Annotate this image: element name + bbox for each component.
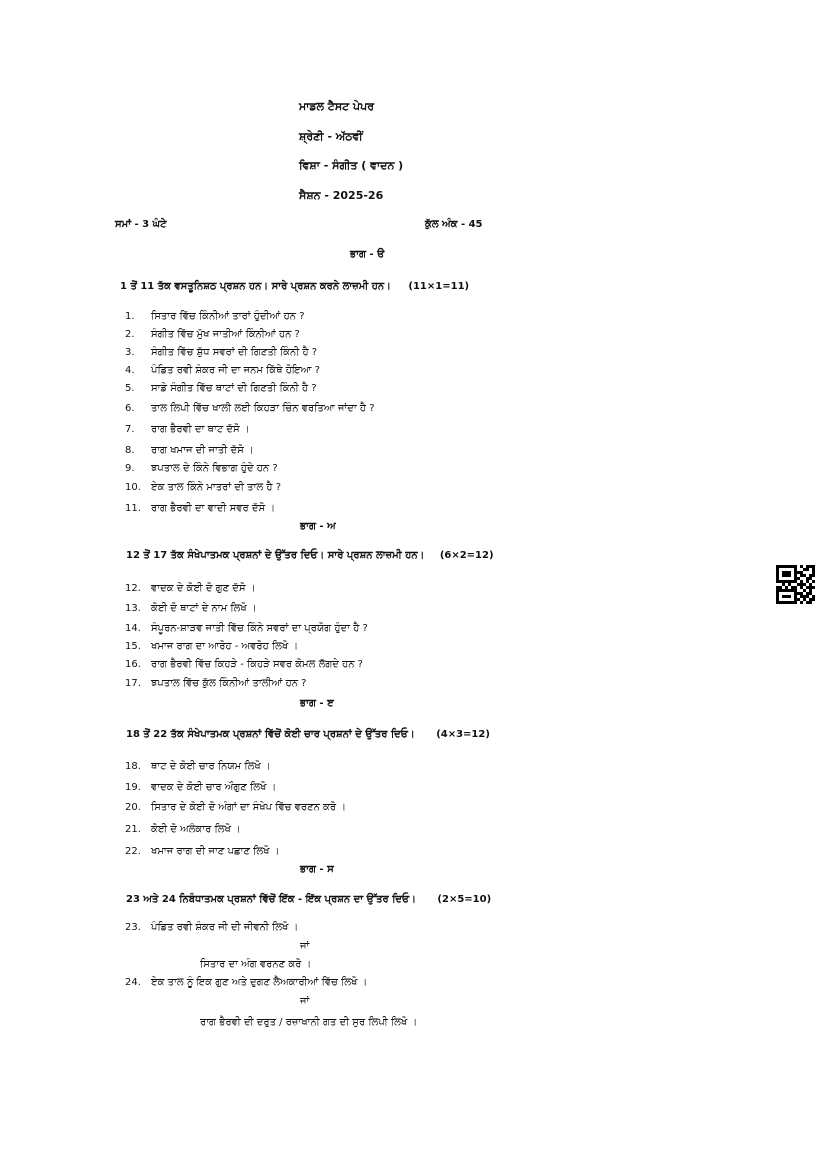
question-number: 7.	[125, 424, 135, 435]
question-number: 22.	[125, 846, 141, 857]
question-text: ਸਾਡੇ ਸੰਗੀਤ ਵਿੱਚ ਥਾਟਾਂ ਦੀ ਗਿਣਤੀ ਕਿੰਨੀ ਹੈ ?	[151, 383, 317, 394]
section-a-instruction	[120, 281, 469, 292]
question-number: 10.	[125, 482, 141, 493]
question-text: ਕੋਈ ਦੋ ਅਲੰਕਾਰ ਲਿਖੋ ।	[151, 824, 241, 835]
question-text: ਕੋਈ ਦੋ ਥਾਟਾਂ ਦੇ ਨਾਮ ਲਿਖੋ ।	[151, 603, 257, 614]
question-text: ਥਾਟ ਦੇ ਕੋਈ ਚਾਰ ਨਿਯਮ ਲਿਖੋ ।	[151, 761, 271, 772]
question-item	[125, 482, 281, 493]
section-d-instruction	[126, 894, 491, 905]
section-d-marks: (2×5=10)	[437, 894, 492, 905]
question-item	[125, 583, 255, 594]
question-number: 18.	[125, 761, 141, 772]
question-number: 12.	[125, 583, 141, 594]
question-item	[125, 503, 275, 514]
question-number: 13.	[125, 603, 141, 614]
question-text: ਰਾਗ ਭੈਰਵੀ ਦਾ ਵਾਦੀ ਸਵਰ ਦੱਸੋ ।	[151, 503, 276, 514]
question-24	[125, 977, 367, 988]
question-number: 17.	[125, 678, 141, 689]
question-text: ਪੰਡਿਤ ਰਵੀ ਸ਼ੰਕਰ ਜੀ ਦਾ ਜਨਮ ਕਿੱਥੇ ਹੋਇਆ ?	[151, 365, 320, 376]
question-number: 2.	[125, 329, 135, 340]
question-number: 19.	[125, 782, 141, 793]
question-text: ਰਾਗ ਭੈਰਵੀ ਦਾ ਥਾਟ ਦੱਸੋ ।	[151, 424, 250, 435]
question-item	[125, 782, 276, 793]
question-text: ਝਪਤਾਲ ਵਿੱਚ ਕੁੱਲ ਕਿੰਨੀਆਂ ਤਾਲੀਆਂ ਹਨ ?	[151, 678, 307, 689]
question-number: 16.	[125, 659, 141, 670]
question-text: ਝਪਤਾਲ ਦੇ ਕਿੰਨੇ ਵਿਭਾਗ ਹੁੰਦੇ ਹਨ ?	[151, 463, 278, 474]
question-text: ਖਮਾਜ ਰਾਗ ਦੀ ਜਾਣ ਪਛਾਣ ਲਿਖੋ ।	[151, 846, 280, 857]
question-item	[125, 824, 241, 835]
question-23-alternative: ਸਿਤਾਰ ਦਾ ਅੰਗ ਵਰਨਣ ਕਰੋ ।	[200, 959, 312, 970]
question-text: ਖਮਾਜ ਰਾਗ ਦਾ ਆਰੋਹ - ਅਵਰੋਹ ਲਿਖੋ ।	[151, 641, 299, 652]
time-allowed: ਸਮਾਂ - 3 ਘੰਟੇ	[115, 219, 167, 230]
question-text: ਵਾਦਕ ਦੇ ਕੋਈ ਚਾਰ ਔਗੁਣ ਲਿਖੋ ।	[151, 782, 277, 793]
section-c-instruction	[126, 729, 490, 740]
question-item	[125, 445, 254, 456]
question-item	[125, 641, 298, 652]
question-text: ਰਾਗ ਖਮਾਜ ਦੀ ਜਾਤੀ ਦੱਸੋ ।	[151, 445, 254, 456]
question-number: 21.	[125, 824, 141, 835]
question-text: ਸੰਗੀਤ ਵਿੱਚ ਮੁੱਖ ਜਾਤੀਆਂ ਕਿੰਨੀਆਂ ਹਨ ?	[151, 329, 300, 340]
question-number: 8.	[125, 445, 135, 456]
question-item	[125, 424, 250, 435]
question-number: 23.	[125, 922, 141, 933]
question-text: ਏਕ ਤਾਲ ਨੂੰ ਇਕ ਗੁਣ ਅਤੇ ਦੁਗਣ ਲੈਅਕਾਰੀਆਂ ਵਿੱਚ ਲਿਖੋ ।	[151, 977, 368, 988]
question-item	[125, 659, 363, 670]
question-text: ਏਕ ਤਾਲ ਕਿੰਨੇ ਮਾਤਰਾਂ ਦੀ ਤਾਲ ਹੈ ?	[151, 482, 281, 493]
question-number: 24.	[125, 977, 141, 988]
section-c-instruction-text: 18 ਤੋਂ 22 ਤੱਕ ਸੰਖੇਪਾਤਮਕ ਪ੍ਰਸ਼ਨਾਂ ਵਿੱਚੋਂ ਕੋਈ ਚਾਰ ਪ੍ਰਸ਼ਨਾਂ ਦੇ ਉੱਤਰ ਦਿਓ।	[126, 729, 415, 740]
question-item	[125, 846, 279, 857]
question-number: 15.	[125, 641, 141, 652]
question-number: 6.	[125, 403, 135, 414]
question-item	[125, 678, 306, 689]
question-item	[125, 403, 375, 414]
question-item	[125, 383, 317, 394]
question-item	[125, 329, 300, 340]
question-item	[125, 802, 346, 813]
question-number: 3.	[125, 347, 135, 358]
subject-line: ਵਿਸ਼ਾ - ਸੰਗੀਤ ( ਵਾਦਨ )	[299, 159, 404, 172]
section-c-title: ਭਾਗ - ੲ	[300, 698, 334, 709]
section-d-instruction-text: 23 ਅਤੇ 24 ਨਿਬੰਧਾਤਮਕ ਪ੍ਰਸ਼ਨਾਂ ਵਿੱਚੋਂ ਇੱਕ - ਇੱਕ ਪ੍ਰਸ਼ਨ ਦਾ ਉੱਤਰ ਦਿਓ।	[126, 894, 416, 905]
session-line: ਸੈਸ਼ਨ - 2025-26	[299, 189, 384, 202]
question-text: ਸਿਤਾਰ ਵਿੱਚ ਕਿੰਨੀਆਂ ਤਾਰਾਂ ਹੁੰਦੀਆਂ ਹਨ ?	[151, 311, 305, 322]
question-text: ਵਾਦਕ ਦੇ ਕੋਈ ਦੋ ਗੁਣ ਦੱਸੋ ।	[151, 583, 256, 594]
question-number: 5.	[125, 383, 135, 394]
question-item	[125, 347, 317, 358]
section-b-instruction	[126, 550, 494, 561]
question-text: ਸੰਪੂਰਨ-ਸ਼ਾੜਵ ਜਾਤੀ ਵਿੱਚ ਕਿੰਨੇ ਸਵਰਾਂ ਦਾ ਪ੍ਰਯੋਗ ਹੁੰਦਾ ਹੈ ?	[151, 623, 368, 634]
question-text: ਸੰਗੀਤ ਵਿੱਚ ਸ਼ੁੱਧ ਸਵਰਾਂ ਦੀ ਗਿਣਤੀ ਕਿੰਨੀ ਹੈ ?	[151, 347, 318, 358]
question-text: ਪੰਡਿਤ ਰਵੀ ਸ਼ੰਕਰ ਜੀ ਦੀ ਜੀਵਨੀ ਲਿਖੋ ।	[151, 922, 299, 933]
section-a-instruction-text: 1 ਤੋਂ 11 ਤੱਕ ਵਸਤੂਨਿਸ਼ਠ ਪ੍ਰਸ਼ਨ ਹਨ। ਸਾਰੇ ਪ੍ਰਸ਼ਨ ਕਰਨੇ ਲਾਜ਼ਮੀ ਹਨ।	[120, 281, 391, 292]
section-b-title: ਭਾਗ - ਅ	[300, 521, 336, 532]
section-a-title: ਭਾਗ - ੳ	[350, 249, 385, 260]
section-d-title: ਭਾਗ - ਸ	[300, 864, 334, 875]
question-number: 1.	[125, 311, 135, 322]
question-number: 11.	[125, 503, 141, 514]
question-text: ਤਾਲ ਲਿਪੀ ਵਿੱਚ ਖਾਲੀ ਲਈ ਕਿਹੜਾ ਚਿੰਨ ਵਰਤਿਆ ਜਾਂਦਾ ਹੈ ?	[151, 403, 375, 414]
question-number: 9.	[125, 463, 135, 474]
section-a-marks: (11×1=11)	[408, 281, 470, 292]
section-b-instruction-text: 12 ਤੋਂ 17 ਤੱਕ ਸੰਖੇਪਾਤਮਕ ਪ੍ਰਸ਼ਨਾਂ ਦੇ ਉੱਤਰ ਦਿਓ। ਸਾਰੇ ਪ੍ਰਸ਼ਨ ਲਾਜ਼ਮੀ ਹਨ।	[126, 550, 425, 561]
or-separator-23: ਜਾਂ	[300, 941, 310, 952]
question-number: 20.	[125, 802, 141, 813]
question-number: 14.	[125, 623, 141, 634]
question-23	[125, 922, 298, 933]
question-item	[125, 761, 271, 772]
qr-code-icon	[776, 565, 815, 604]
section-c-marks: (4×3=12)	[436, 729, 490, 740]
question-item	[125, 311, 305, 322]
question-item	[125, 463, 278, 474]
section-b-marks: (6×2=12)	[439, 550, 494, 561]
question-24-alternative: ਰਾਗ ਭੈਰਵੀ ਦੀ ਦਰੁਤ / ਰਜ਼ਾਖਾਨੀ ਗਤ ਦੀ ਸੁਰ ਲਿਪੀ ਲਿਖੋ ।	[200, 1017, 418, 1028]
question-item	[125, 365, 320, 376]
total-marks: ਕੁੱਲ ਅੰਕ - 45	[425, 219, 483, 230]
question-item	[125, 623, 368, 634]
question-text: ਸਿਤਾਰ ਦੇ ਕੋਈ ਦੋ ਅੰਗਾਂ ਦਾ ਸੰਖੇਪ ਵਿੱਚ ਵਰਣਨ ਕਰੋ ।	[151, 802, 346, 813]
question-item	[125, 603, 257, 614]
or-separator-24: ਜਾਂ	[300, 996, 310, 1007]
question-text: ਰਾਗ ਭੈਰਵੀ ਵਿੱਚ ਕਿਹੜੇ - ਕਿਹੜੇ ਸਵਰ ਕੋਮਲ ਲੱਗਦੇ ਹਨ ?	[151, 659, 363, 670]
paper-title: ਮਾਡਲ ਟੈਸਟ ਪੇਪਰ	[299, 100, 375, 113]
question-number: 4.	[125, 365, 135, 376]
class-line: ਸ਼੍ਰੇਣੀ - ਅੱਠਵੀਂ	[299, 130, 363, 143]
